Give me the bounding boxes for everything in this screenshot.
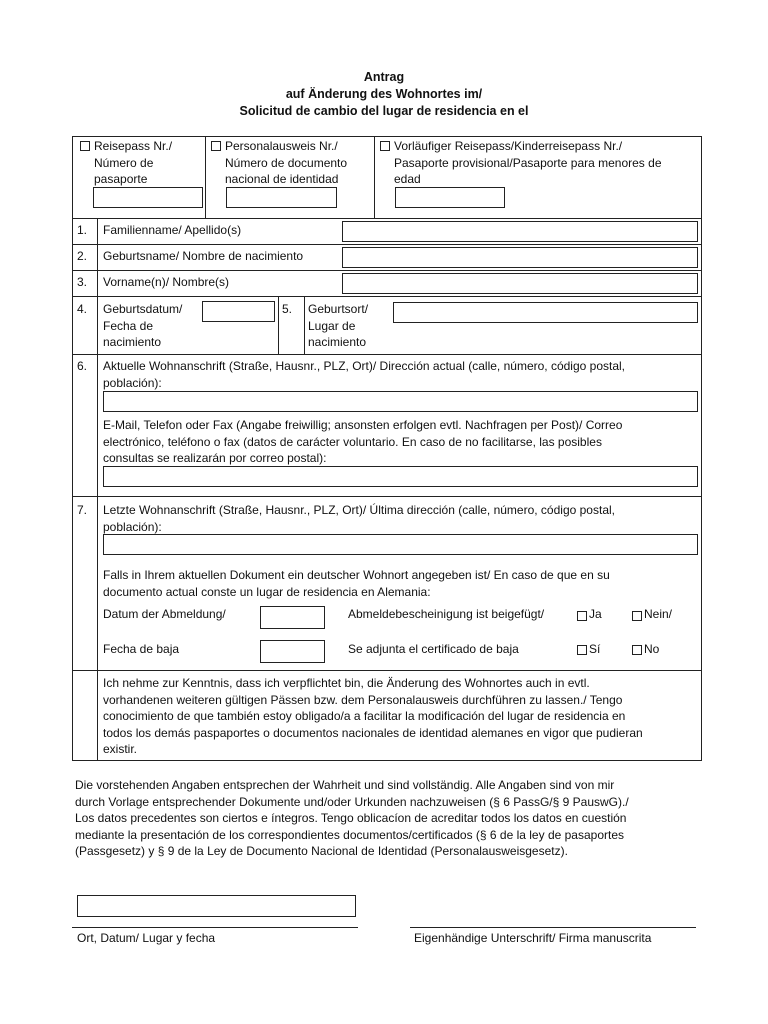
birth-place-label: Geburtsort/ Lugar de nacimiento: [308, 302, 369, 349]
no-label-de: Nein/: [644, 607, 673, 621]
form-subtitle-de: auf Änderung des Wohnortes im/: [285, 87, 483, 101]
certificate-no-checkbox[interactable]: [632, 611, 642, 621]
personalausweis-checkbox[interactable]: [211, 141, 221, 151]
deregistration-date-label-de: Datum der Abmeldung/: [103, 607, 226, 621]
german-residence-note: Falls in Ihrem aktuellen Dokument ein deutscher Wohnort angegeben ist/ En caso de que en su documento actual conste un lugar de residencia en Alemania:: [103, 568, 610, 599]
acknowledgement-text: Ich nehme zur Kenntnis, dass ich verpflichtet bin, die Änderung des Wohnortes auch in evtl. vorhandenen weiteren gültigen Pässen bzw. dem Personalausweis durchführen zu lassen./ Tengo conocimiento de que también estoy obligado/a a facilitar la modificación del lugar de residencia en todos los demás paspaportes o documentos nacionales de identidad alemanes en vigor que pudieran existir.: [103, 676, 643, 756]
birth-date-label: Geburtsdatum/ Fecha de nacimiento: [103, 302, 183, 349]
provisional-passport-number-input[interactable]: [395, 187, 505, 208]
place-date-line: [72, 927, 358, 928]
deregistration-date-input-2[interactable]: [260, 640, 325, 663]
row-number: 6.: [77, 359, 88, 373]
certificate-si-checkbox[interactable]: [577, 645, 587, 655]
personalausweis-number-input[interactable]: [226, 187, 337, 208]
family-name-input[interactable]: [342, 221, 698, 242]
place-date-label: Ort, Datum/ Lugar y fecha: [77, 931, 216, 945]
birth-date-input[interactable]: [202, 301, 275, 322]
reisepass-label: Reisepass Nr./ Número de pasaporte: [94, 139, 173, 186]
last-address-input[interactable]: [103, 534, 698, 555]
signature-label: Eigenhändige Unterschrift/ Firma manuscrita: [414, 931, 652, 945]
contact-label: E-Mail, Telefon oder Fax (Angabe freiwillig; ansonsten erfolgen evtl. Nachfragen per Post)/ Correo electrónico, teléfono o fax (datos de carácter voluntario. En caso de no facilitarse, las posibles consultas se realizarán por correo postal):: [103, 418, 623, 465]
birth-name-input[interactable]: [342, 247, 698, 268]
certificate-yes-checkbox[interactable]: [577, 611, 587, 621]
row-number: 2.: [77, 249, 88, 263]
form-subtitle-es: Solicitud de cambio del lugar de residencia en el: [239, 104, 529, 118]
row-number: 3.: [77, 275, 88, 289]
row-number: 5.: [282, 302, 293, 316]
birth-place-input[interactable]: [393, 302, 698, 323]
declaration-text: Die vorstehenden Angaben entsprechen der Wahrheit und sind vollständig. Alle Angaben sind von mir durch Vorlage entsprechender Dokumente und/oder Urkunden nachzuweisen (§ 6 PassG/§ 9 PauswG)./ Los datos precedentes son ciertos e íntegros. Tengo oblicacíon de acreditar todos los datos en cuestión mediante la presentación de los correspondientes documentos/certificados (§ 6 de la ley de pasaportes (Passgesetz) y § 9 de la Ley de Documento Nacional de Identidad (Personalausweisgesetz).: [75, 778, 629, 858]
deregistration-date-input[interactable]: [260, 606, 325, 629]
yes-label-es: Sí: [589, 642, 601, 656]
yes-label-de: Ja: [589, 607, 602, 621]
no-label-es: No: [644, 642, 660, 656]
provisional-passport-checkbox[interactable]: [380, 141, 390, 151]
contact-input[interactable]: [103, 466, 698, 487]
row-number: 4.: [77, 302, 88, 316]
first-name-label: Vorname(n)/ Nombre(s): [103, 275, 230, 289]
signature-line[interactable]: [410, 927, 696, 928]
birth-name-label: Geburtsname/ Nombre de nacimiento: [103, 249, 304, 263]
row-number: 7.: [77, 503, 88, 517]
certificate-label-es: Se adjunta el certificado de baja: [348, 642, 519, 656]
certificate-label-de: Abmeldebescheinigung ist beigefügt/: [348, 607, 545, 621]
family-name-label: Familienname/ Apellido(s): [103, 223, 242, 237]
provisional-passport-label: Vorläufiger Reisepass/Kinderreisepass Nr./ Pasaporte provisional/Pasaporte para menores de edad: [394, 139, 662, 186]
reisepass-number-input[interactable]: [93, 187, 203, 208]
current-address-input[interactable]: [103, 391, 698, 412]
place-date-input[interactable]: [77, 895, 356, 917]
certificate-no-es-checkbox[interactable]: [632, 645, 642, 655]
deregistration-date-label-es: Fecha de baja: [103, 642, 180, 656]
first-name-input[interactable]: [342, 273, 698, 294]
last-address-label: Letzte Wohnanschrift (Straße, Hausnr., PLZ, Ort)/ Última dirección (calle, número, código postal, población):: [103, 503, 615, 534]
form-title: Antrag: [363, 70, 405, 84]
reisepass-checkbox[interactable]: [80, 141, 90, 151]
personalausweis-label: Personalausweis Nr./ Número de documento nacional de identidad: [225, 139, 348, 186]
current-address-label: Aktuelle Wohnanschrift (Straße, Hausnr., PLZ, Ort)/ Dirección actual (calle, número, código postal, población):: [103, 359, 625, 390]
row-number: 1.: [77, 223, 88, 237]
